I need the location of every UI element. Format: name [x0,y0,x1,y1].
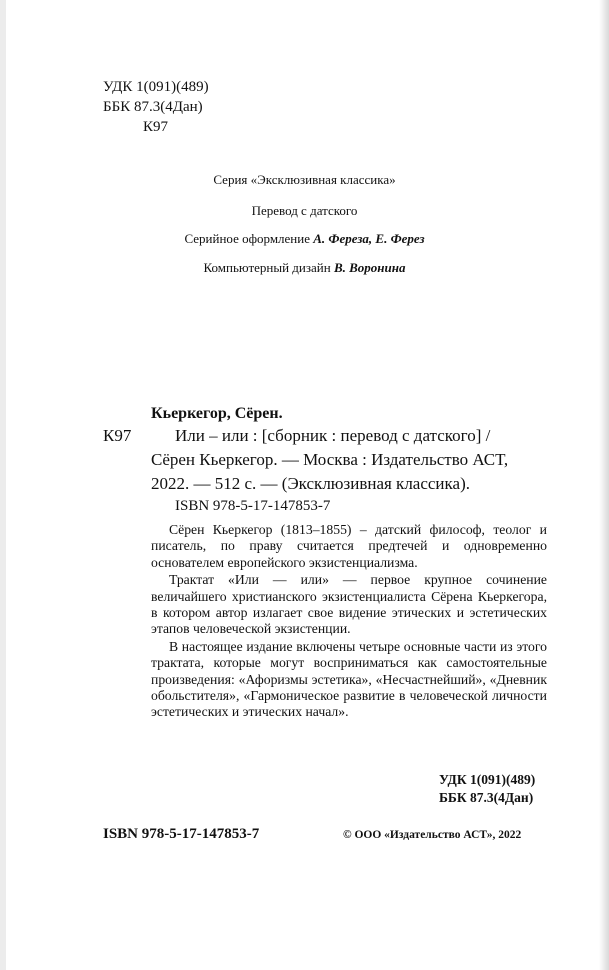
layout-name: В. Воронина [333,260,406,275]
catalog-line-2: Сёрен Кьеркегор. — Москва : Издательство АСТ, [151,450,509,469]
series-line: Серия «Эксклюзивная классика» [213,172,396,187]
catalog-line-1: Или – или : [сборник : перевод с датского] / [175,426,491,445]
translation-line: Перевод с датского [251,203,358,218]
catalog-isbn: ISBN 978-5-17-147853-7 [175,498,331,514]
page-left-edge [0,0,6,970]
footer-copyright: © ООО «Издательство АСТ», 2022 [343,829,522,841]
annotation-paragraph: Трактат «Или — или» — первое крупное сочинение величайшего христианского экзистенциалиста Сёрена Кьеркегора, в котором автор излагает свое видение этических и эстетических этапов человеческой экзистенции. [151,572,547,637]
annotation-paragraph: Сёрен Кьеркегор (1813–1855) – датский философ, теолог и писатель, по праву считается предтечей и одновременно основателем европейского экзистенциализма. [151,522,547,570]
layout-label: Компьютерный дизайн [203,260,331,275]
author-mark-top: К97 [143,119,169,135]
layout-line [0,260,609,276]
design-label: Серийное оформление [184,231,310,246]
footer-isbn: ISBN 978-5-17-147853-7 [103,826,260,842]
bbk-code-bottom: ББК 87.3(4Дан) [439,790,534,805]
bbk-code-top: ББК 87.3(4Дан) [103,99,203,115]
catalog-heading: Кьеркегор, Сёрен. [151,405,283,422]
design-line [0,231,609,247]
udk-code-top: УДК 1(091)(489) [103,79,209,95]
udk-code-bottom: УДК 1(091)(489) [439,772,536,787]
catalog-mark: К97 [103,426,132,445]
annotation-paragraph: В настоящее издание включены четыре основные части из этого трактата, которые могут восприниматься как самостоятельные произведения: «Афоризмы эстетика», «Несчастнейший», «Дневник обольстителя», «Гармоническое развитие в человеческой личности эстетических и этических начал». [151,638,547,720]
annotation [151,522,547,721]
catalog-line-3: 2022. — 512 с. — (Эксклюзивная классика). [151,474,470,493]
design-names: А. Фереза, Е. Ферез [313,231,425,246]
page-right-edge [599,0,609,970]
